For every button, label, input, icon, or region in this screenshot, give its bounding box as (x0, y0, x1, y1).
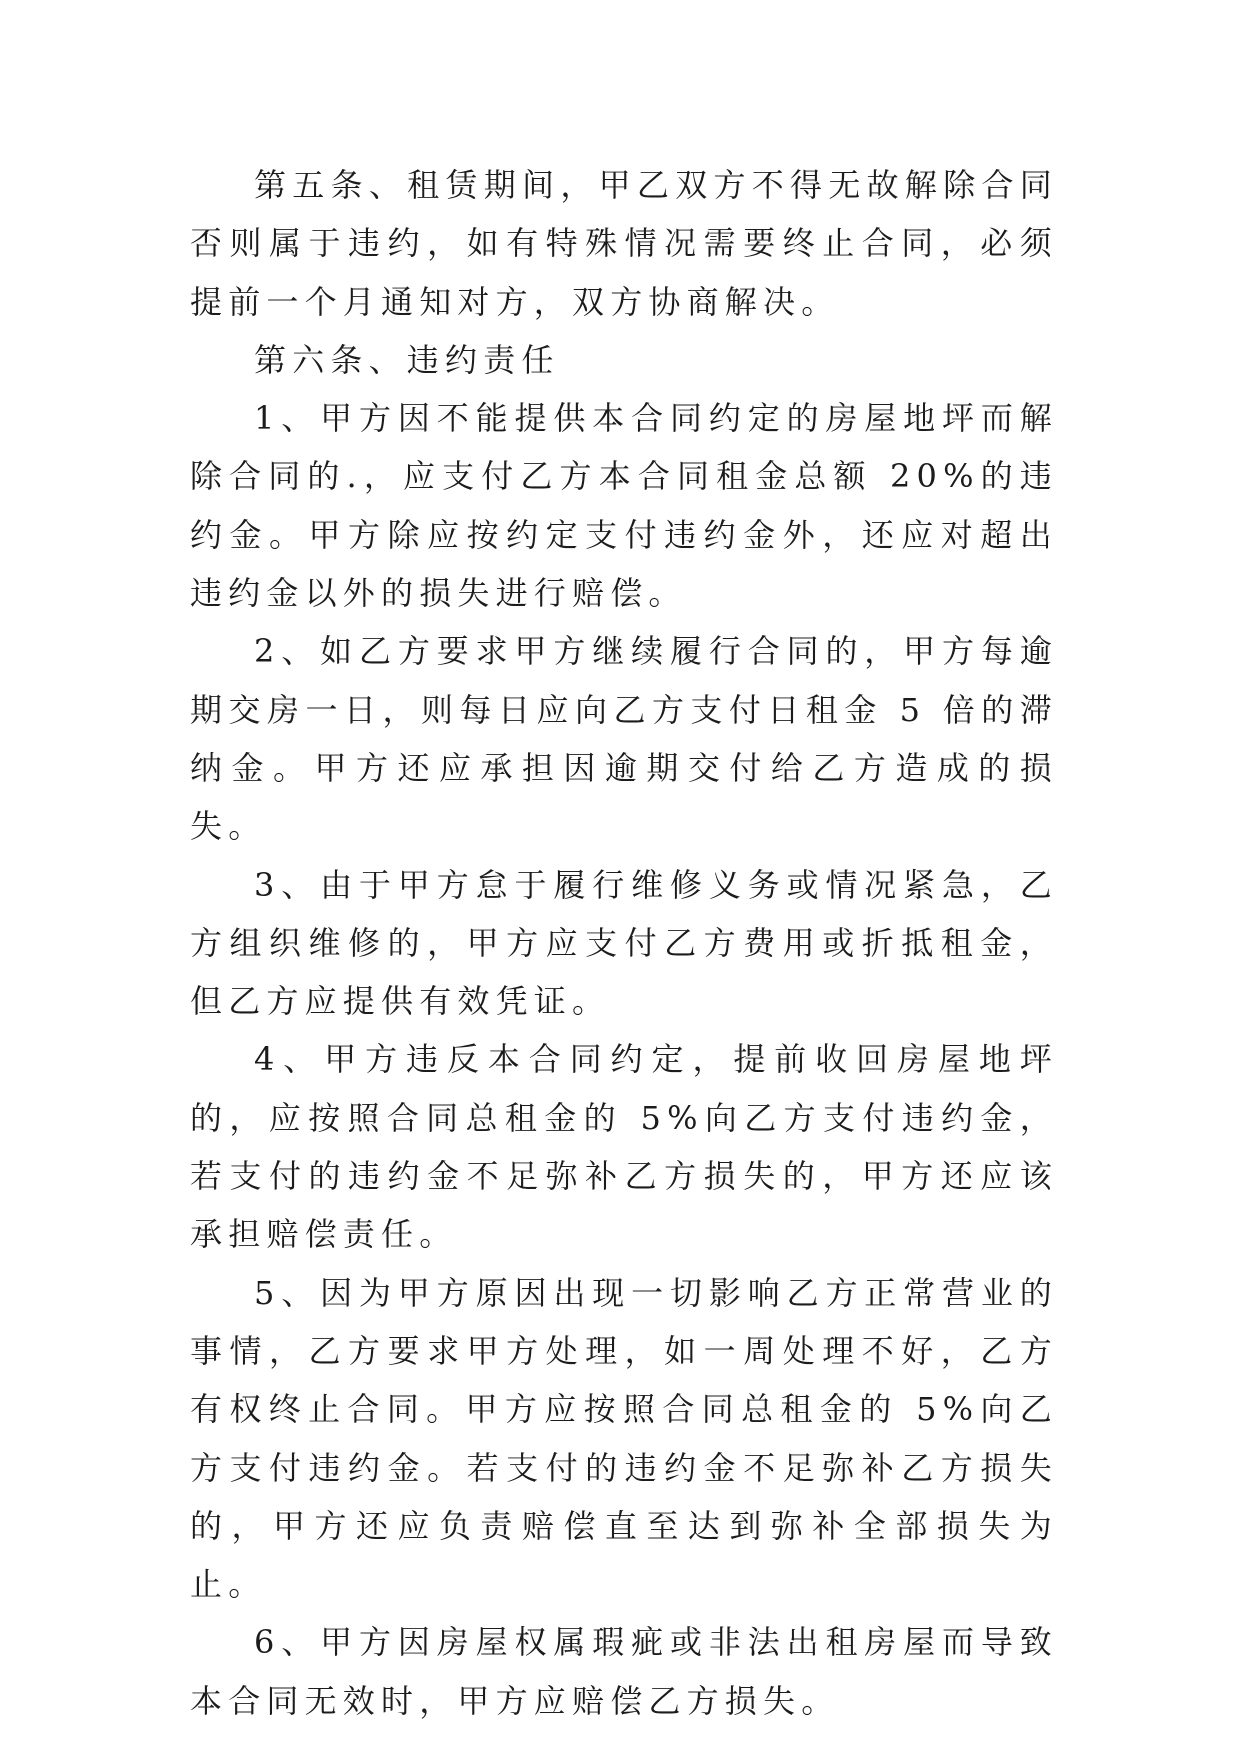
clause-item-5: 5、因为甲方原因出现一切影响乙方正常营业的事情，乙方要求甲方处理，如一周处理不好，乙方有权终止合同。甲方应按照合同总租金的 5%向乙方支付违约金。若支付的违约金不足弥补乙方损失的，甲方还应负责赔偿直至达到弥补全部损失为止。 (190, 1273, 1058, 1604)
clause-item-1: 1、甲方因不能提供本合同约定的房屋地坪而解除合同的.，应支付乙方本合同租金总额 20%的违约金。甲方除应按约定支付违约金外，还应对超出违约金以外的损失进行赔偿。 (190, 399, 1058, 613)
contract-text (190, 156, 1058, 1730)
clause-article-6-heading: 第六条、违约责任 (254, 340, 560, 379)
clause-item-4: 4、甲方违反本合同约定，提前收回房屋地坪的，应按照合同总租金的 5%向乙方支付违约金，若支付的违约金不足弥补乙方损失的，甲方还应该承担赔偿责任。 (190, 1040, 1058, 1254)
clause-item-6: 6、甲方因房屋权属瑕疵或非法出租房屋而导致本合同无效时，甲方应赔偿乙方损失。 (190, 1623, 1058, 1720)
clause-article-5: 第五条、租赁期间，甲乙双方不得无故解除合同否则属于违约，如有特殊情况需要终止合同，必须提前一个月通知对方，双方协商解决。 (190, 166, 1058, 321)
clause-item-2: 2、如乙方要求甲方继续履行合同的，甲方每逾期交房一日，则每日应向乙方支付日租金 5 倍的滞纳金。甲方还应承担因逾期交付给乙方造成的损失。 (190, 632, 1058, 846)
clause-item-3: 3、由于甲方怠于履行维修义务或情况紧急，乙方组织维修的，甲方应支付乙方费用或折抵租金，但乙方应提供有效凭证。 (190, 865, 1058, 1021)
